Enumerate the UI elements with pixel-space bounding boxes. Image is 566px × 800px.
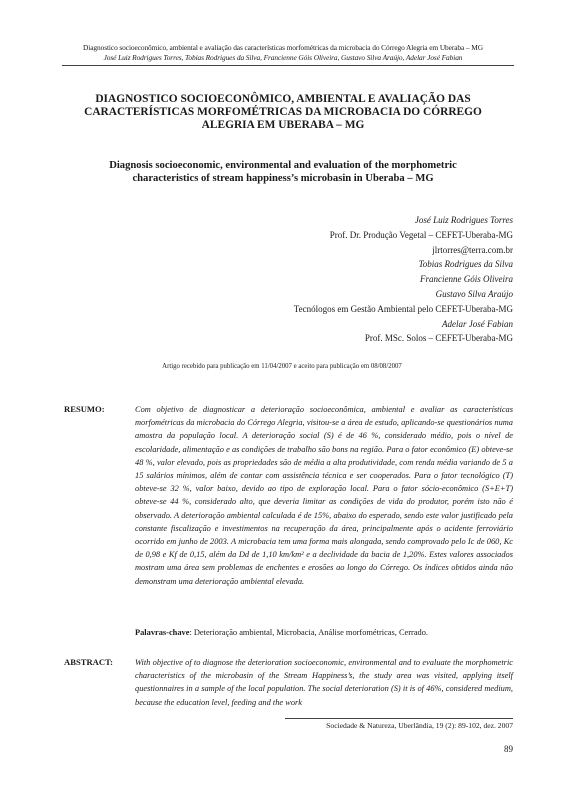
- keywords: [135, 628, 513, 637]
- resumo-text: Com objetivo de diagnosticar a deterioração socioeconômica, ambiental e avaliar as características morfométricas da microbacia do Córrego Alegria, visitou-se a área de estudo, aplicando-se questionários numa amostra da população local. A deterioração social (S) é de 46 %, considerado médio, pois o nível de escolaridade, alimentação e as condições de trabalho são bons na região. Para o fator econômico (E) obteve-se 48 %, valor elevado, pois as propriedades são de média a alta produtividade, com renda média variando de 5 a 15 salários mínimos, além de contar com assistência técnica e ser cooperados. Para o fator tecnológico (T) obteve-se 32 %, valor baixo, devido ao tipo de exploração local. Para o fator sócio-econômico (S+E+T) obteve-se 44 %, considerado alto, que deveria limitar as condições de vida do produtor, porém isto não é observado. A deterioração ambiental calculada é de 15%, abaixo do esperado, sendo este valor justificado pela constante fiscalização e investimentos na recuperação da área, principalmente após o acidente ferroviário ocorrido em junho de 2003. A microbacia tem uma forma mais alongada, sendo comprovado pelo Ic de 060, Kc de 0,98 e Kf de 0,15, além da Dd de 1,10 km/km² e a declividade da bacia de 1,20%. Estes valores associados mostram uma área sem problemas de enchentes e erosões ao longo do Córrego. Os índices obtidos ainda não demonstram uma deterioração ambiental elevada.: [135, 405, 513, 586]
- author-name: José Luiz Rodrigues Torres: [414, 215, 513, 225]
- author-name: Tobias Rodrigues da Silva: [418, 259, 513, 270]
- page-number: 89: [504, 744, 513, 754]
- author-affiliation: Tecnólogos em Gestão Ambiental pelo CEFET-Uberaba-MG: [293, 303, 513, 314]
- keywords-text: : Deterioração ambiental, Microbacia, Análise morfométricas, Cerrado.: [189, 628, 429, 637]
- header-divider: [62, 65, 514, 66]
- running-header-title: Diagnostico socioeconômico, ambiental e avaliação das características morfométricas da microbacia do Córrego Alegria em Uberaba – MG: [83, 43, 483, 52]
- abstract-text: With objective of to diagnose the deterioration socioeconomic, environmental and to evaluate the morphometric characteristics of the microbasin of the Stream Happiness’s, the study area was visited, applying itself questionnaires in a sample of the local population. The social deterioration (S) it is of 46%, considered medium, because the education level, feeding and the work: [135, 658, 513, 707]
- footer-divider: [285, 718, 513, 719]
- article-title-portuguese: DIAGNOSTICO SOCIOECONÔMICO, AMBIENTAL E AVALIAÇÃO DAS CARACTERÍSTICAS MORFOMÉTRICAS DA MICROBACIA DO CÓRREGO ALEGRIA EM UBERABA – MG: [84, 93, 482, 131]
- author-block: [153, 213, 513, 346]
- author-affiliation: Prof. MSc. Solos – CEFET-Uberaba-MG: [364, 333, 513, 344]
- resumo-label: RESUMO:: [64, 404, 105, 414]
- abstract-label: ABSTRACT:: [64, 657, 114, 667]
- keywords-label: Palavras-chave: [135, 628, 190, 637]
- author-name: Francienne Góis Oliveira: [420, 274, 513, 285]
- author-affiliation: Prof. Dr. Produção Vegetal – CEFET-Uberaba-MG: [329, 229, 513, 240]
- author-name: Adelar José Fabian: [442, 318, 513, 329]
- author-email: jlrtorres@terra.com.br: [432, 244, 513, 255]
- received-date-note: Artigo recebido para publicação em 11/04/2007 e aceito para publicação em 08/08/2007: [162, 363, 402, 370]
- article-title-english: Diagnosis socioeconomic, environmental and evaluation of the morphometric characteristics of stream happiness’s microbasin in Uberaba – MG: [109, 160, 457, 184]
- author-name: Gustavo Silva Araújo: [435, 288, 513, 299]
- running-header-authors: José Luiz Rodrigues Torres, Tobias Rodrigues da Silva, Francienne Góis Oliveira, Gustavo Silva Araújo, Adelar José Fabian: [103, 53, 463, 62]
- journal-citation: Sociedade & Natureza, Uberlândia, 19 (2): 89-102, dez. 2007: [326, 721, 513, 730]
